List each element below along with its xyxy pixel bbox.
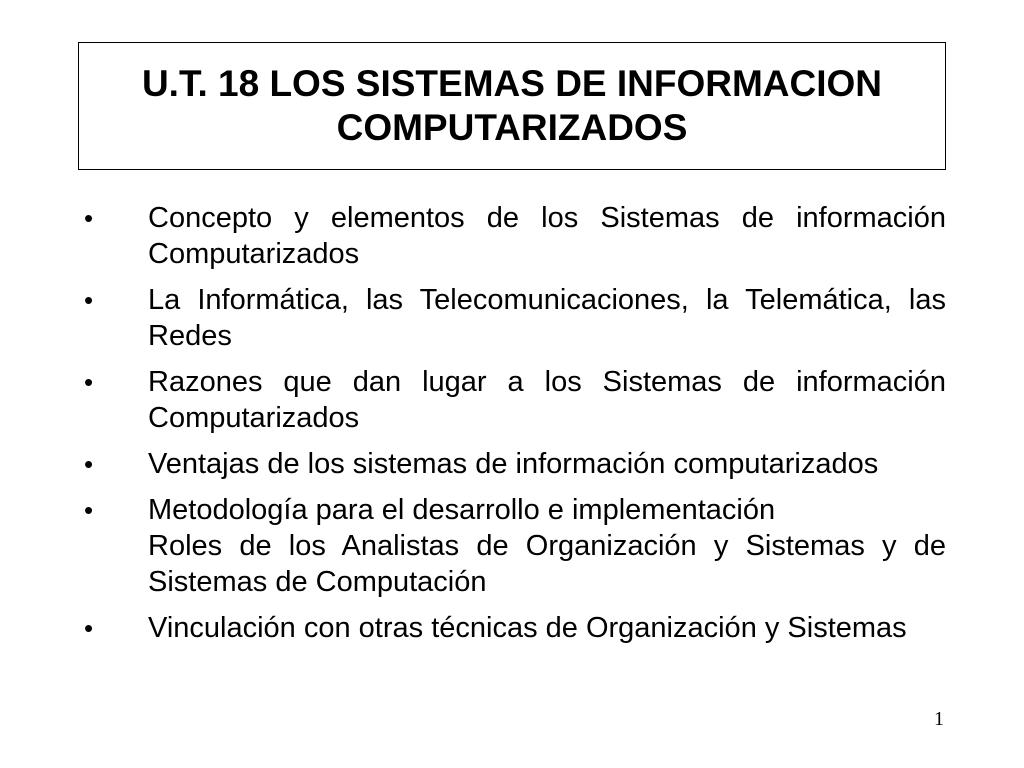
bullet-text: Razones que dan lugar a los Sistemas de información Computarizados <box>148 366 946 434</box>
bullet-text: Concepto y elementos de los Sistemas de información Computarizados <box>148 202 946 270</box>
bullet-item <box>84 282 946 354</box>
bullet-icon: • <box>84 285 94 315</box>
bullet-item <box>84 446 946 482</box>
bullet-list <box>84 200 946 656</box>
bullet-text: La Informática, las Telecomunicaciones, la Telemática, las Redes <box>148 284 946 352</box>
bullet-icon: • <box>84 495 94 525</box>
bullet-text: Vinculación con otras técnicas de Organización y Sistemas <box>148 612 907 644</box>
bullet-item <box>84 610 946 646</box>
bullet-icon: • <box>84 203 94 233</box>
title-box <box>78 42 946 170</box>
bullet-item <box>84 200 946 272</box>
page-number: 1 <box>934 708 944 730</box>
bullet-item <box>84 364 946 436</box>
bullet-text: Metodología para el desarrollo e implementación Roles de los Analistas de Organización y Sistemas y de Sistemas de Computación <box>148 494 946 598</box>
bullet-icon: • <box>84 613 94 643</box>
bullet-icon: • <box>84 449 94 479</box>
bullet-icon: • <box>84 367 94 397</box>
bullet-item <box>84 492 946 600</box>
bullet-text: Ventajas de los sistemas de información computarizados <box>148 448 879 480</box>
slide-title: U.T. 18 LOS SISTEMAS DE INFORMACION COMPUTARIZADOS <box>141 63 883 148</box>
